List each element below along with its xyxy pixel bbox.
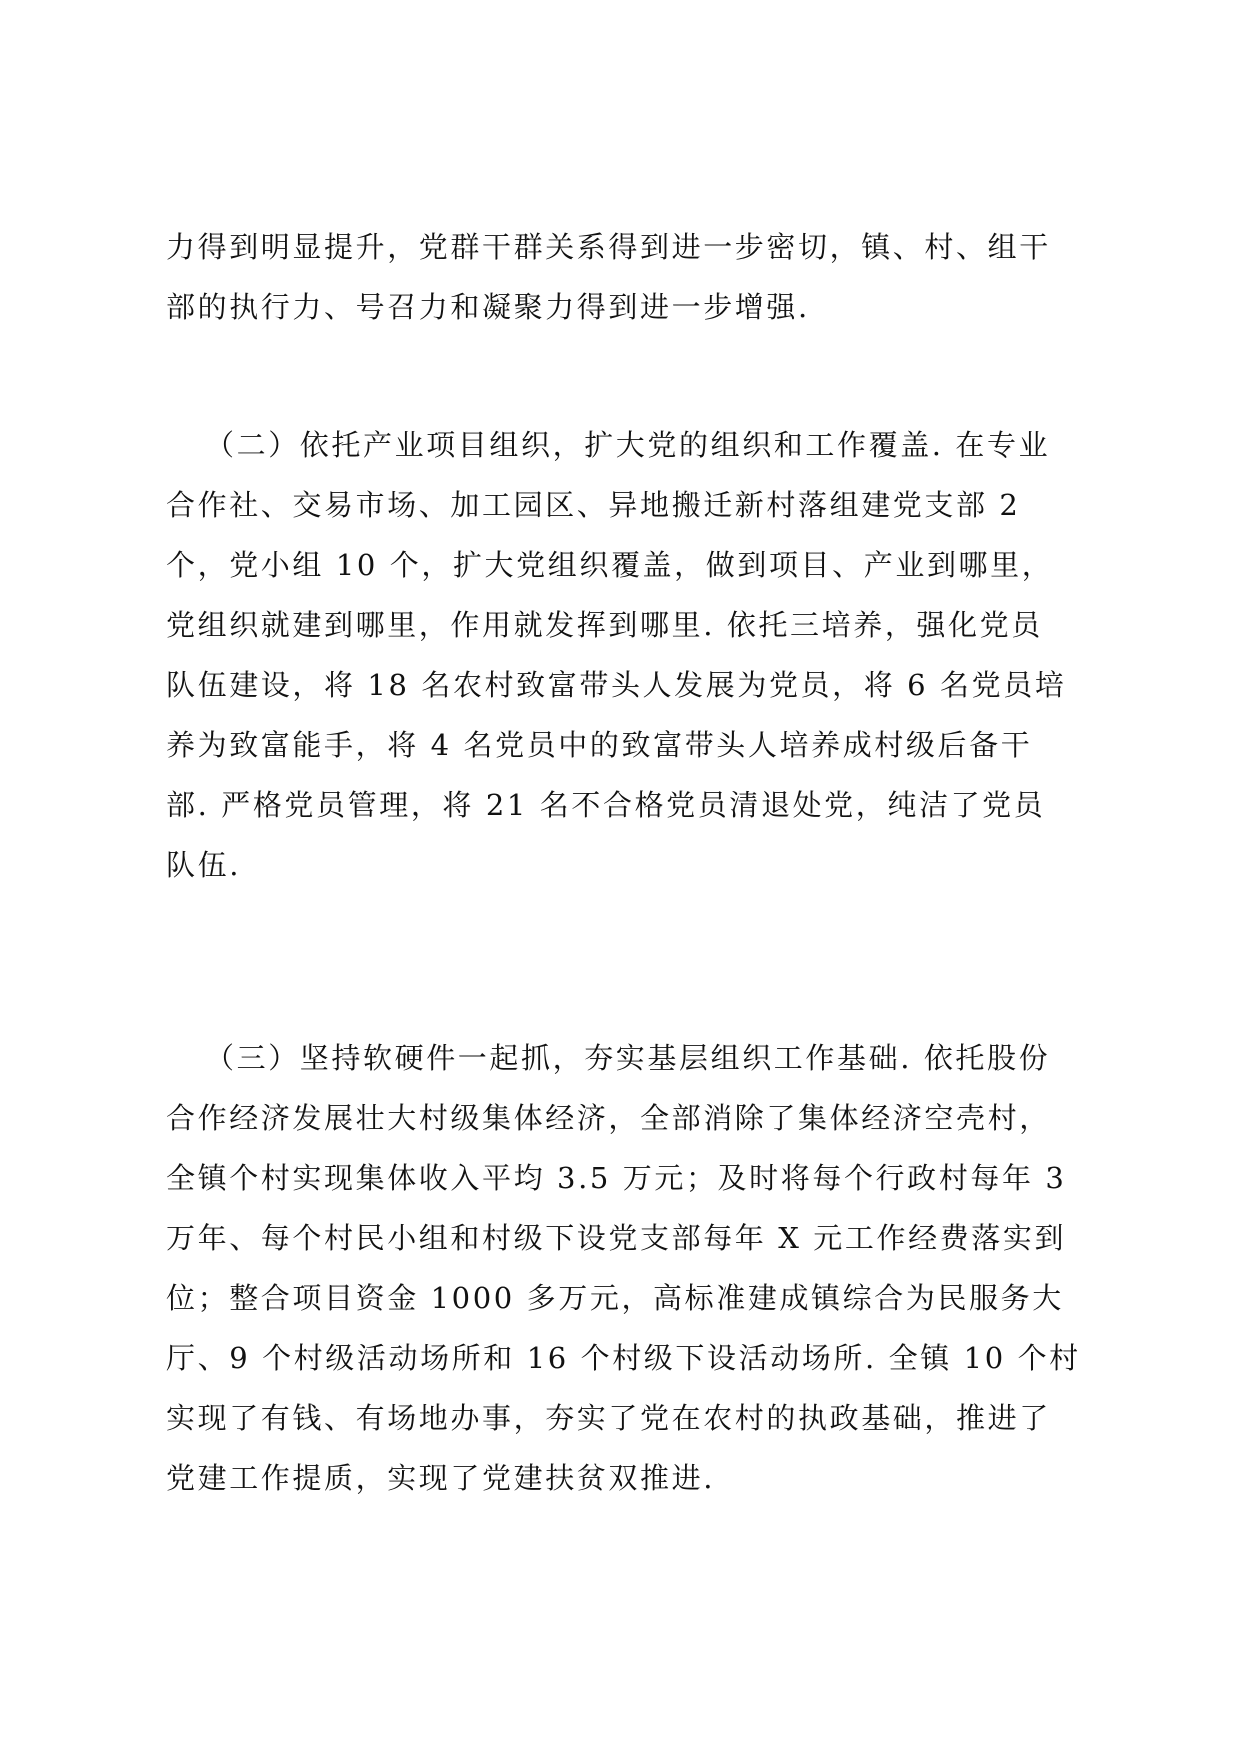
paragraph-2-line-6: 养为致富能手，将 4 名党员中的致富带头人培养成村级后备干 — [166, 728, 1033, 762]
paragraph-1-line-1: 力得到明显提升，党群干群关系得到进一步密切，镇、村、组干 — [166, 230, 1051, 264]
paragraph-2-line-5: 队伍建设，将 18 名农村致富带头人发展为党员，将 6 名党员培 — [166, 668, 1067, 702]
paragraph-3-line-6: 厅、9 个村级活动场所和 16 个村级下设活动场所. 全镇 10 个村 — [166, 1341, 1081, 1375]
paragraph-2-line-1: （二）依托产业项目组织，扩大党的组织和工作覆盖. 在专业 — [205, 428, 1051, 462]
paragraph-2-line-3: 个，党小组 10 个，扩大党组织覆盖，做到项目、产业到哪里， — [166, 548, 1054, 582]
paragraph-3-line-3: 全镇个村实现集体收入平均 3.5 万元；及时将每个行政村每年 3 — [166, 1161, 1067, 1195]
paragraph-2-line-2: 合作社、交易市场、加工园区、异地搬迁新村落组建党支部 2 — [166, 488, 1021, 522]
paragraph-2-line-8: 队伍. — [166, 848, 242, 882]
paragraph-3-line-1: （三）坚持软硬件一起抓，夯实基层组织工作基础. 依托股份 — [205, 1041, 1051, 1075]
paragraph-2-line-7: 部. 严格党员管理，将 21 名不合格党员清退处党，纯洁了党员 — [166, 788, 1046, 822]
paragraph-3-line-8: 党建工作提质，实现了党建扶贫双推进. — [166, 1461, 716, 1495]
paragraph-3-line-2: 合作经济发展壮大村级集体经济，全部消除了集体经济空壳村， — [166, 1101, 1051, 1135]
paragraph-1-line-2: 部的执行力、号召力和凝聚力得到进一步增强. — [166, 290, 810, 324]
paragraph-3-line-7: 实现了有钱、有场地办事，夯实了党在农村的执政基础，推进了 — [166, 1401, 1051, 1435]
paragraph-3-line-5: 位；整合项目资金 1000 多万元，高标准建成镇综合为民服务大 — [166, 1281, 1064, 1315]
paragraph-2-line-4: 党组织就建到哪里，作用就发挥到哪里. 依托三培养，强化党员 — [166, 608, 1043, 642]
paragraph-3-line-4: 万年、每个村民小组和村级下设党支部每年 X 元工作经费落实到 — [166, 1221, 1067, 1255]
